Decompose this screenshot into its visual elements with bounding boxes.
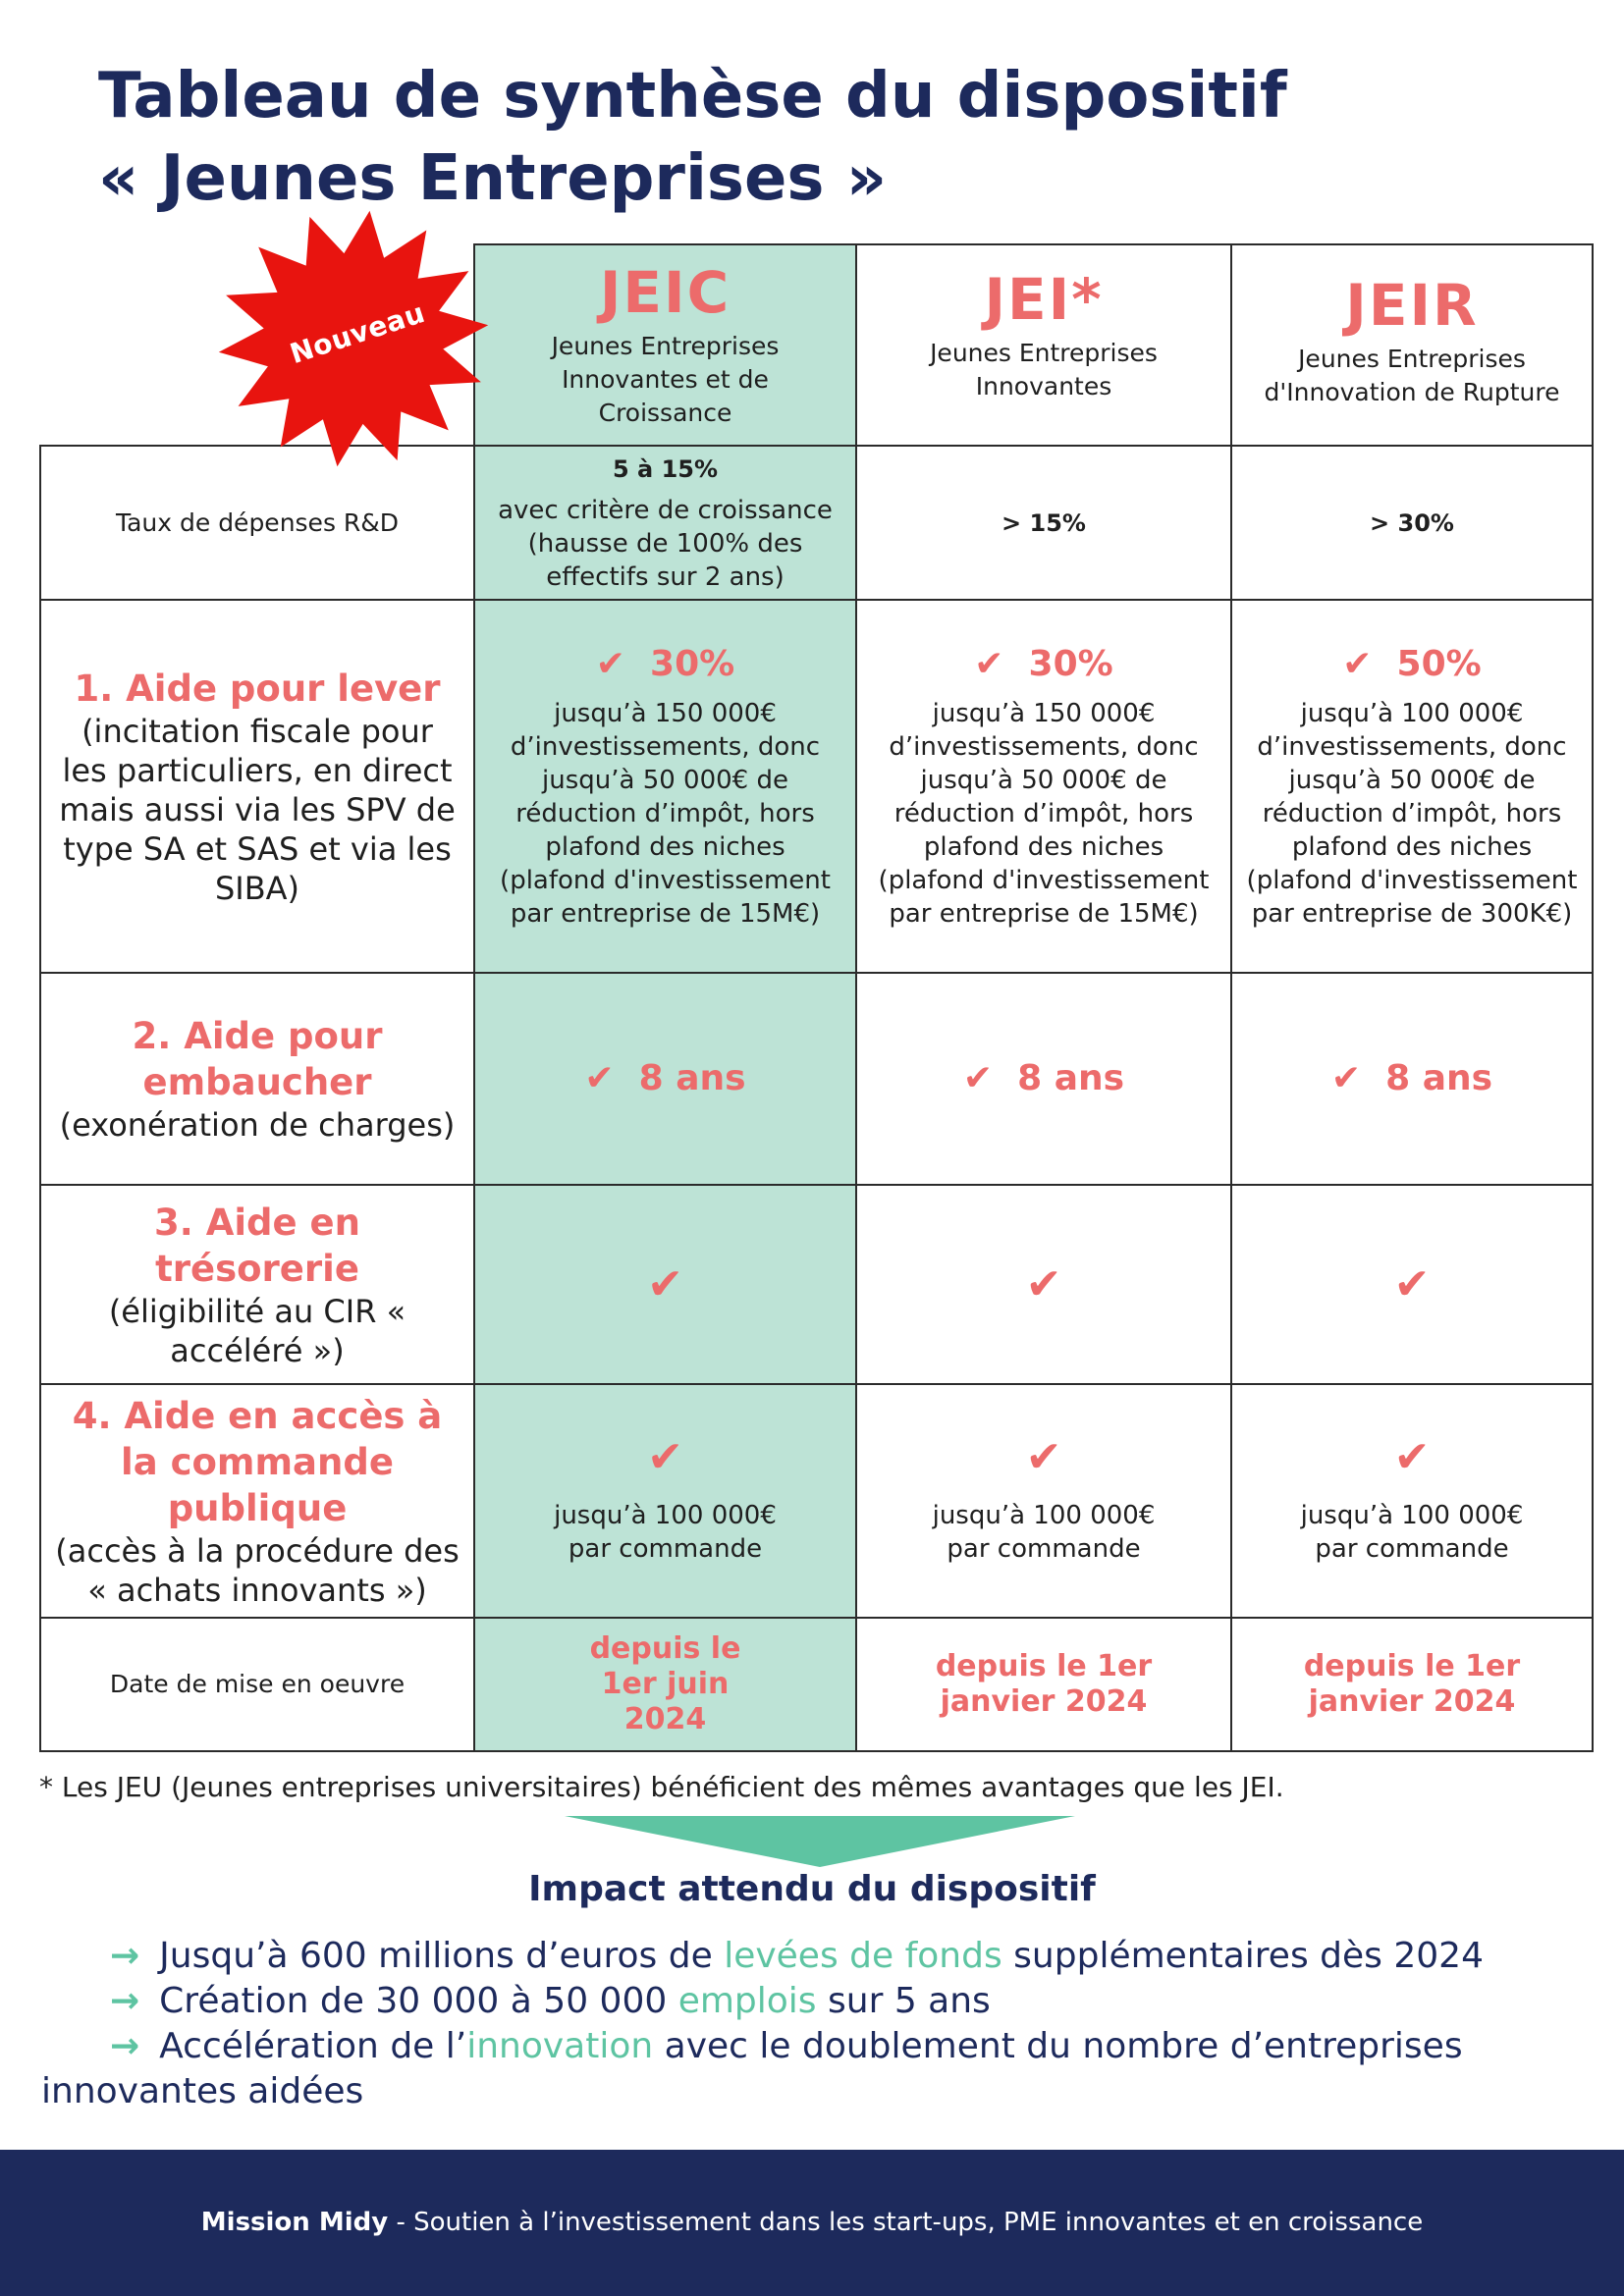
- arrow-right-icon: →: [110, 2026, 140, 2066]
- rd-jeir-cell: [1231, 446, 1593, 600]
- embauche-desc: (exonération de charges): [59, 1106, 456, 1144]
- levee-jeir-detail: jusqu’à 100 000€ d’investissements, donc jusqu’à 50 000€ de réduction d’impôt, hors plafond des niches (plafond d'investissement par entreprise de 300K€): [1246, 699, 1578, 929]
- date-jeic: depuis le 1er juin 2024: [589, 1631, 741, 1736]
- check-icon: ✔: [584, 1058, 615, 1098]
- tresorerie-title: 3. Aide en trésorerie: [154, 1201, 360, 1290]
- row-levee: [40, 600, 1593, 973]
- rd-jei-cell: [856, 446, 1231, 600]
- rd-label: Taux de dépenses R&D: [115, 507, 400, 537]
- header-jeir: [1231, 244, 1593, 446]
- impact-item: [41, 2024, 1573, 2114]
- levee-title: 1. Aide pour lever: [74, 667, 441, 710]
- levee-jei-pct-line: [857, 642, 1230, 687]
- embauche-jeir-line: [1232, 1056, 1592, 1101]
- embauche-jeir-cell: [1231, 973, 1593, 1185]
- levee-jeic-cell: [474, 600, 856, 973]
- commande-title: 4. Aide en accès à la commande publique: [72, 1394, 443, 1529]
- date-jeir-cell: [1231, 1618, 1593, 1751]
- levee-label-cell: [40, 600, 474, 973]
- footnote: * Les JEU (Jeunes entreprises universitaires) bénéficient des mêmes avantages que les JEI.: [39, 1771, 1284, 1803]
- check-icon: ✔: [974, 644, 1004, 684]
- page-title-line-1: Tableau de synthèse du dispositif: [98, 60, 1287, 133]
- impact-item-highlight: emplois: [677, 1981, 817, 2021]
- levee-jeir-pct: 50%: [1396, 644, 1482, 684]
- embauche-jeir-value: 8 ans: [1385, 1058, 1493, 1098]
- commande-jei-cell: [856, 1384, 1231, 1618]
- rd-jeic-detail: avec critère de croissance (hausse de 100% des effectifs sur 2 ans): [498, 495, 833, 592]
- commande-desc: (accès à la procédure des « achats innovants »): [55, 1531, 460, 1609]
- jeir-name: Jeunes Entreprises d'Innovation de Rupture: [1264, 344, 1560, 406]
- impact-item: [81, 1979, 1573, 2024]
- date-jeic-cell: [474, 1618, 856, 1751]
- jeir-abbr: JEIR: [1345, 271, 1479, 339]
- jei-abbr: JEI*: [984, 265, 1104, 333]
- commande-jeir-cell: [1231, 1384, 1593, 1618]
- check-icon: ✔: [1025, 1432, 1062, 1482]
- check-icon: ✔: [1330, 1058, 1362, 1098]
- header-jeic: [474, 244, 856, 446]
- header-jei: [856, 244, 1231, 446]
- impact-item-text: Création de 30 000 à 50 000: [159, 1981, 678, 2021]
- check-icon: ✔: [1393, 1432, 1431, 1482]
- date-jeir: depuis le 1er janvier 2024: [1303, 1649, 1521, 1719]
- commande-jeic-detail: jusqu’à 100 000€ par commande: [554, 1501, 777, 1564]
- embauche-jei-line: [857, 1056, 1230, 1101]
- down-arrow-icon: [565, 1816, 1075, 1867]
- date-label: Date de mise en oeuvre: [109, 1670, 406, 1698]
- row-tresorerie: [40, 1185, 1593, 1384]
- footer-org: Mission Midy: [200, 2208, 389, 2237]
- impact-title: Impact attendu du dispositif: [528, 1869, 1096, 1909]
- date-jei-cell: [856, 1618, 1231, 1751]
- commande-jeir-detail: jusqu’à 100 000€ par commande: [1300, 1501, 1524, 1564]
- check-icon: ✔: [595, 644, 625, 684]
- tresorerie-jeic-cell: [474, 1185, 856, 1384]
- rd-jeic-cell: [474, 446, 856, 600]
- levee-jeir-pct-line: [1232, 642, 1592, 687]
- impact-item-highlight: innovation: [466, 2026, 654, 2066]
- check-icon: ✔: [647, 1258, 683, 1309]
- check-icon: ✔: [647, 1432, 683, 1482]
- row-embauche: [40, 973, 1593, 1185]
- tresorerie-jei-cell: [856, 1185, 1231, 1384]
- levee-jei-detail: jusqu’à 150 000€ d’investissements, donc jusqu’à 50 000€ de réduction d’impôt, hors plafond des niches (plafond d'investissement par entreprise de 15M€): [878, 699, 1210, 929]
- arrow-right-icon: →: [110, 1936, 140, 1976]
- embauche-label-cell: [40, 973, 474, 1185]
- levee-jeic-pct: 30%: [650, 644, 735, 684]
- impact-item-text: sur 5 ans: [816, 1981, 991, 2021]
- impact-list: [41, 1934, 1573, 2114]
- arrow-right-icon: →: [110, 1981, 140, 2021]
- check-icon: ✔: [1025, 1258, 1062, 1309]
- page-title: [98, 55, 1473, 220]
- row-date: [40, 1618, 1593, 1751]
- tresorerie-desc: (éligibilité au CIR « accéléré »): [108, 1292, 406, 1369]
- levee-jei-cell: [856, 600, 1231, 973]
- rd-jeic-rate: 5 à 15%: [612, 454, 719, 483]
- levee-jeic-pct-line: [475, 642, 855, 687]
- embauche-jei-cell: [856, 973, 1231, 1185]
- impact-item-text: Accélération de l’: [159, 2026, 467, 2066]
- tresorerie-jeir-cell: [1231, 1185, 1593, 1384]
- nouveau-label: Nouveau: [286, 295, 429, 371]
- commande-label-cell: [40, 1384, 474, 1618]
- date-label-cell: [40, 1618, 474, 1751]
- impact-item-text: avec le doublement du nombre d’entreprises innovantes aidées: [41, 2026, 1463, 2111]
- check-icon: ✔: [962, 1058, 994, 1098]
- tresorerie-label-cell: [40, 1185, 474, 1384]
- nouveau-badge: [201, 201, 506, 476]
- levee-jei-pct: 30%: [1028, 644, 1113, 684]
- levee-jeir-cell: [1231, 600, 1593, 973]
- jeic-abbr: JEIC: [599, 258, 731, 326]
- check-icon: ✔: [1393, 1258, 1431, 1309]
- embauche-jei-value: 8 ans: [1017, 1058, 1125, 1098]
- impact-item-text: supplémentaires dès 2024: [1001, 1936, 1484, 1976]
- page-title-line-2: « Jeunes Entreprises »: [98, 142, 888, 215]
- jei-name: Jeunes Entreprises Innovantes: [930, 338, 1158, 400]
- impact-item: [81, 1934, 1573, 1979]
- footer-bar: [0, 2150, 1624, 2296]
- commande-jeic-cell: [474, 1384, 856, 1618]
- levee-desc: (incitation fiscale pour les particuliers, en direct mais aussi via les SPV de type SA et SAS et via les SIBA): [59, 712, 456, 907]
- commande-jei-detail: jusqu’à 100 000€ par commande: [932, 1501, 1156, 1564]
- impact-item-text: Jusqu’à 600 millions d’euros de: [159, 1936, 725, 1976]
- embauche-jeic-line: [475, 1056, 855, 1101]
- check-icon: ✔: [1342, 644, 1373, 684]
- rd-jei-value: > 15%: [1001, 508, 1086, 537]
- embauche-title: 2. Aide pour embaucher: [132, 1015, 383, 1103]
- levee-jeic-detail: jusqu’à 150 000€ d’investissements, donc jusqu’à 50 000€ de réduction d’impôt, hors plafond des niches (plafond d'investissement par entreprise de 15M€): [500, 699, 831, 929]
- embauche-jeic-value: 8 ans: [638, 1058, 746, 1098]
- date-jei: depuis le 1er janvier 2024: [935, 1649, 1153, 1719]
- jeic-name: Jeunes Entreprises Innovantes et de Croissance: [551, 331, 780, 427]
- row-commande: [40, 1384, 1593, 1618]
- embauche-jeic-cell: [474, 973, 856, 1185]
- impact-item-highlight: levées de fonds: [724, 1936, 1002, 1976]
- footer-text: - Soutien à l’investissement dans les start-ups, PME innovantes et en croissance: [388, 2208, 1424, 2237]
- rd-jeir-value: > 30%: [1370, 508, 1454, 537]
